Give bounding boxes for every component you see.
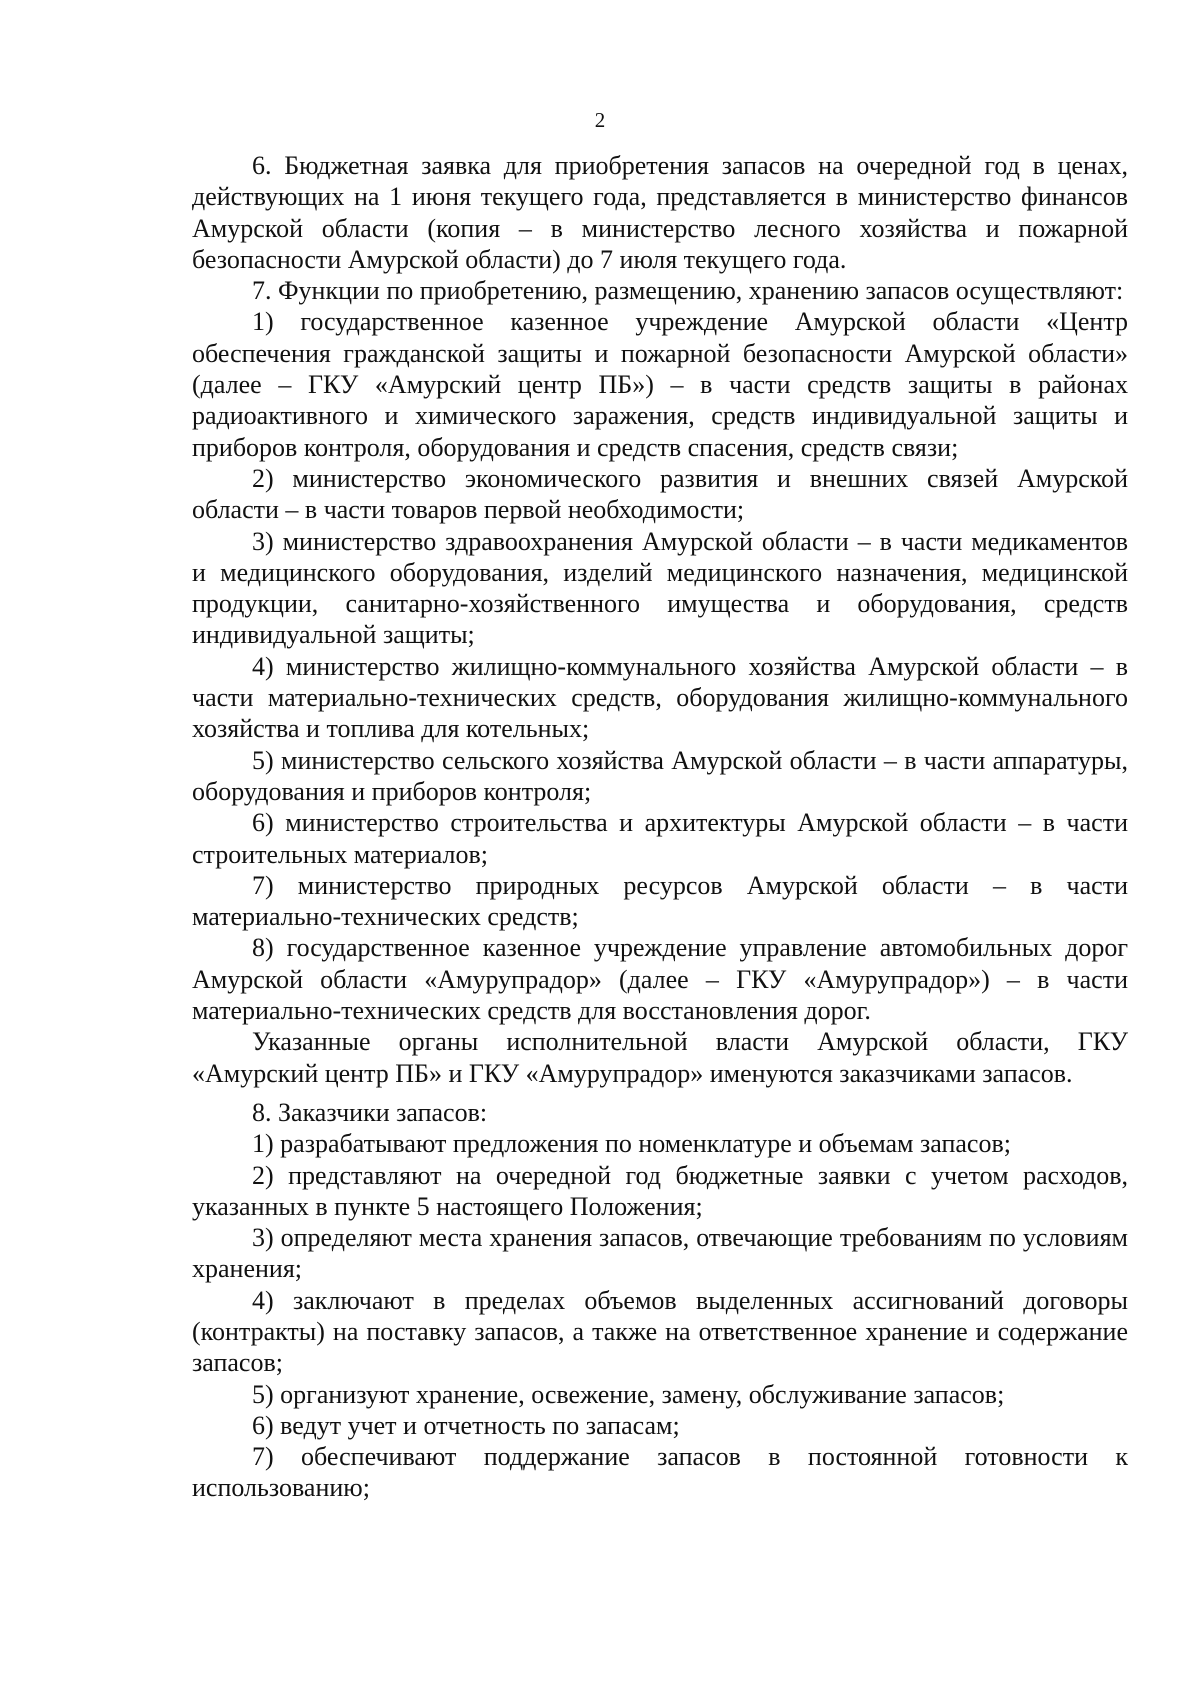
list-item-7-2: 2) министерство экономического развития и внешних связей Амурской области – в части товаров первой необходимости; xyxy=(192,463,1128,525)
paragraph-6-budget-request: 6. Бюджетная заявка для приобретения запасов на очередной год в ценах, действующих на 1 июня текущего года, представляется в министерство финансов Амурской области (копия – в министерство лесного хозяйства и пожарной безопасности Амурской области) до 7 июля текущего года. xyxy=(192,151,1128,274)
list-item-8-7: 7) обеспечивают поддержание запасов в постоянной готовности к использованию; xyxy=(192,1442,1128,1503)
list-item-7-6: 6) министерство строительства и архитектуры Амурской области – в части строительных материалов; xyxy=(192,808,1128,869)
paragraph-customers-definition: Указанные органы исполнительной власти Амурской области, ГКУ «Амурский центр ПБ» и ГКУ «Амурупрадор» именуются заказчиками запасов. xyxy=(192,1027,1128,1088)
paragraph-8-customers: 8. Заказчики запасов: xyxy=(252,1097,488,1127)
list-item-7-8: 8) государственное казенное учреждение управление автомобильных дорог Амурской области «Амурупрадор» (далее – ГКУ «Амурупрадор») – в части материально-технических средств для восстановления дорог. xyxy=(192,933,1128,1026)
list-item-8-1: 1) разрабатывают предложения по номенклатуре и объемам запасов; xyxy=(252,1129,1011,1159)
list-item-8-3: 3) определяют места хранения запасов, отвечающие требованиям по условиям хранения; xyxy=(192,1223,1128,1284)
list-item-7-7: 7) министерство природных ресурсов Амурской области – в части материально-технических средств; xyxy=(192,870,1128,932)
page-number: 2 xyxy=(594,108,606,132)
list-item-7-1: 1) государственное казенное учреждение Амурской области «Центр обеспечения гражданской защиты и пожарной безопасности Амурской области» (далее – ГКУ «Амурский центр ПБ») – в части средств защиты в районах радиоактивного и химического заражения, средств индивидуальной защиты и приборов контроля, оборудования и средств спасения, средств связи; xyxy=(192,307,1128,462)
document-body xyxy=(192,150,1128,1504)
list-item-7-5: 5) министерство сельского хозяйства Амурской области – в части аппаратуры, оборудования и приборов контроля; xyxy=(192,745,1128,806)
list-item-8-6: 6) ведут учет и отчетность по запасам; xyxy=(252,1410,680,1440)
list-item-7-3: 3) министерство здравоохранения Амурской области – в части медикаментов и медицинского оборудования, изделий медицинского назначения, медицинской продукции, санитарно-хозяйственного имущества и оборудования, средств индивидуальной защиты; xyxy=(192,526,1128,650)
list-item-8-5: 5) организуют хранение, освежение, замену, обслуживание запасов; xyxy=(252,1379,1005,1409)
list-item-8-4: 4) заключают в пределах объемов выделенных ассигнований договоры (контракты) на поставку запасов, а также на ответственное хранение и содержание запасов; xyxy=(192,1285,1128,1378)
paragraph-7-functions: 7. Функции по приобретению, размещению, хранению запасов осуществляют: xyxy=(252,276,1124,306)
list-item-7-4: 4) министерство жилищно-коммунального хозяйства Амурской области – в части материально-технических средств, оборудования жилищно-коммунального хозяйства и топлива для котельных; xyxy=(192,651,1128,744)
list-item-8-2: 2) представляют на очередной год бюджетные заявки с учетом расходов, указанных в пункте 5 настоящего Положения; xyxy=(192,1160,1128,1221)
